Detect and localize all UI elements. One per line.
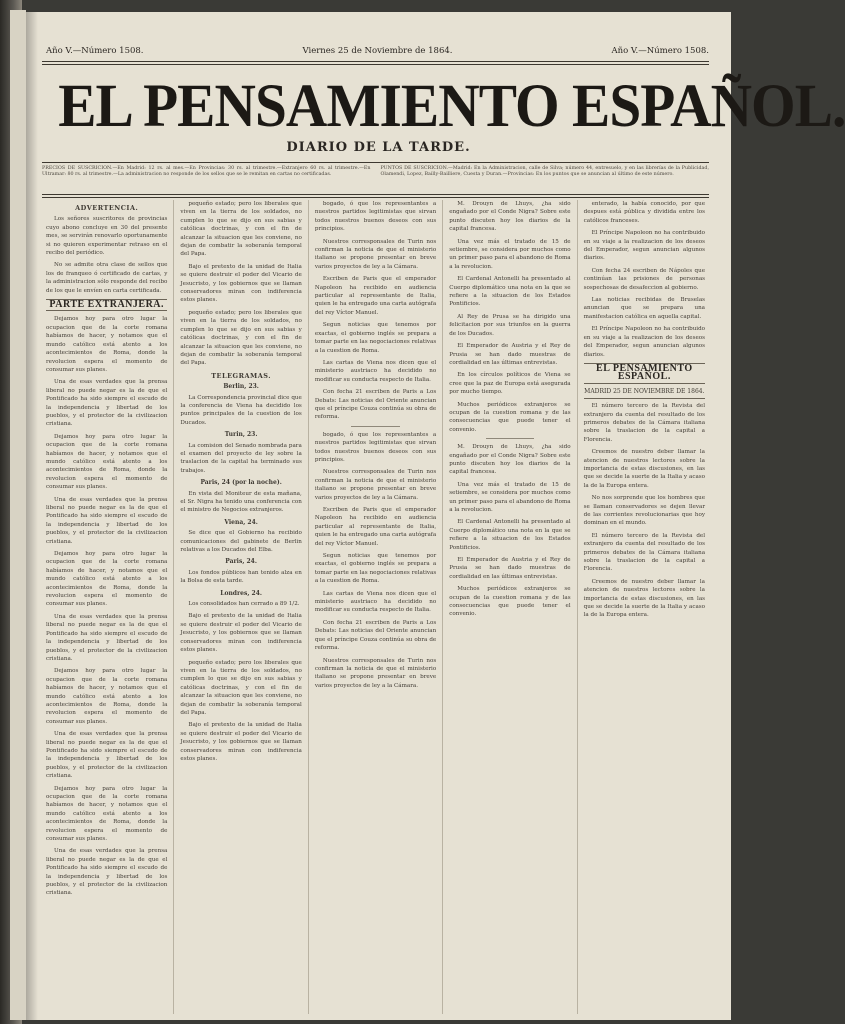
subscription-rule-top [42,162,709,163]
article-paragraph: Muchos periódicos extranjeros se ocupan de la cuestion romana y de las consecuencias que puede tener el convenio. [449,401,571,433]
section-heading-foreign: PARTE EXTRANJERA. [46,299,167,311]
article-paragraph: El Cardenal Antonelli ha presentado al Cuerpo diplomático una nota en la que se refiere a la situacion de los Estados Pontificios. [449,276,571,308]
article-paragraph: El número tercero de la Revista del extranjero da cuenta del resultado de los primeros debates de la Cámara italiana sobre la traslacion de la capital a Florencia. [583,403,706,443]
article-paragraph: Dejamos hoy para otro lugar la ocupacion que de la corte romana habíamos de hacer, y notamos que el mundo católico está atento a los acontecimientos de Roma, donde la revolucion espera el momento de consumar sus planes. [46,785,168,843]
article-paragraph: Muchos periódicos extranjeros se ocupan de la cuestion romana y de las consecuencias que puede tener el convenio. [449,586,571,618]
header-rule-top [42,61,709,62]
article-paragraph: enterado, la había conocido, por que despues está pública y dividida entre los católicos franceses. [583,201,706,224]
article-paragraph: Dejamos hoy para otro lugar la ocupacion que de la corte romana habíamos de hacer, y notamos que el mundo católico está atento a los acontecimientos de Roma, donde la revolucion espera el momento de consumar sus planes. [46,551,168,608]
left-issue-number: Año V.—Número 1508. [46,46,144,56]
article-paragraph: Segun noticias que tenemos por exactas, el gobierno inglés se prepara a tomar parte en las negociaciones relativas a la cuestion de Roma. [314,322,437,354]
article-paragraph: El Príncipe Napoleon no ha contribuido en su viaje a la realizacion de los deseos del Emperador, segun anuncian algunos diarios. [583,230,706,262]
article-paragraph: bogado, ó que los representantes a nuestros partidos legitimistas que sirvan todos nuestros buenos deseos con sus principios. [314,201,437,233]
newspaper-title: EL PENSAMIENTO ESPAÑOL. [58,73,845,140]
article-paragraph: No nos sorprende que los hombres que se llaman conservadores se dejen llevar de las corrientes revolucionarias que hoy dominan en el mundo. [583,495,706,527]
telegram-text: Se dice que el Gobierno ha recibido comunicaciones del gabinete de Berlin relativas a los Ducados del Elba. [180,530,302,554]
advert-paragraph: No se admite otra clase de sellos que los de franqueo ó certificado de cartas, y la administracion sólo responde del recibo de los que le envíen en carta certificada. [46,262,168,294]
article-paragraph: M. Drouyn de Lhuys, ¿ha sido engañado por el Conde Nigra? Sobre este punto discuten hoy los diarios de la capital francesa. [449,201,571,233]
article-paragraph: Con fecha 21 escriben de Paris a Los Debats: Las noticias del Oriente anuncian que el príncipe Couza continúa su obra de reforma. [314,619,437,652]
article-paragraph: Las noticias recibidas de Bruselas anuncian que se prepara una manifestacion católica en aquella capital. [583,297,706,320]
article-paragraph: Dejamos hoy para otro lugar la ocupacion que de la corte romana habíamos de hacer, y notamos que el mundo católico está atento a los acontecimientos de Roma, donde la revolucion espera el momento de consumar sus planes. [46,433,168,491]
header-rule-top-2 [42,64,709,65]
telegram-place: Londres, 24. [220,589,262,597]
telegram-place: Berlin, 23. [223,383,259,391]
telegram-text: Los fondos públicos han tenido alza en la Bolsa de esta tarde. [180,569,302,585]
column-2 [174,200,308,1014]
newspaper-subtitle: DIARIO DE LA TARDE. [286,140,471,155]
article-paragraph: Una de esas verdades que la prensa liberal no puede negar es la de que el Pontificado ha sido siempre el escudo de la independencia y libertad de los pueblos, y el protector de la civilizacion cristiana. [46,496,168,545]
column-1 [40,200,174,1014]
article-paragraph: pequeño estado; pero los liberales que viven en la tierra de los soldados, no cumplen lo que se dijo en sus sabias y católicas doctrinas, y con el fin de alcanzar la situacion que les conviene, no dejan de combatir la soberanía temporal del Papa. [180,201,302,258]
article-paragraph: Con fecha 21 escriben de Paris a Los Debats: Las noticias del Oriente anuncian que el príncipe Couza continúa su obra de reforma. [314,389,437,421]
telegram-place: Paris, 24. [225,558,257,566]
right-issue-number: Año V.—Número 1508. [611,46,709,56]
article-paragraph: Dejamos hoy para otro lugar la ocupacion que de la corte romana habíamos de hacer, y notamos que el mundo católico está atento a los acontecimientos de Roma, donde la revolucion espera el momento de consumar sus planes. [46,316,168,373]
article-paragraph: Nuestros corresponsales de Turin nos confirman la noticia de que el ministerio italiano se propone presentar en breve varios proyectos de ley a la Cámara. [314,238,437,270]
telegram-place: Turin, 23. [224,431,258,439]
column-3 [309,200,443,1014]
article-paragraph: Dejamos hoy para otro lugar la ocupacion que de la corte romana habíamos de hacer, y notamos que el mundo católico está atento a los acontecimientos de Roma, donde la revolucion espera el momento de consumar sus planes. [46,668,168,725]
article-paragraph: Una vez más el tratado de 15 de setiembre, se considera por muchos como un primer paso para el abandono de Roma a la revolucion. [449,238,571,270]
issue-date: Viernes 25 de Noviembre de 1864. [302,46,453,56]
telegram-place: Viena, 24. [224,518,258,526]
article-paragraph: Bajo el pretexto de la unidad de Italia se quiere destruir el poder del Vicario de Jesucristo, y los gobiernos que se llaman conservadores miran con indiferencia estos planes. [180,722,302,762]
subscription-prices: PRECIOS DE SUSCRICION.—En Madrid: 12 rs. al mes.—En Provincias: 30 rs. al trimestre.—Extranjero 60 rs. al trimestre.—En Ultramar: 80 rs. al trimestre.—La administracion no responde de los sellos que se le remitan en cartas no certificadas. [42,166,371,177]
telegram-text: La comision del Senado nombrada para el examen del proyecto de ley sobre la traslacion de la capital ha terminado sus trabajos. [180,442,302,474]
column-separator [351,426,400,427]
article-paragraph: Nuestros corresponsales de Turin nos confirman la noticia de que el ministerio italiano se propone presentar en breve varios proyectos de ley a la Cámara. [314,469,437,501]
article-paragraph: Una de esas verdades que la prensa liberal no puede negar es la de que el Pontificado ha sido siempre el escudo de la independencia y libertad de los pueblos, y el protector de la civilizacion cristiana. [46,379,168,428]
article-paragraph: Una vez más el tratado de 15 de setiembre, se considera por muchos como un primer paso para el abandono de Roma a la revolucion. [449,481,571,513]
article-paragraph: Creemos de nuestro deber llamar la atencion de nuestros lectores sobre la importancia de estas discusiones, en las que se decide la suerte de la Italia y acaso la de la Europa entera. [583,578,706,619]
article-paragraph: El Emperador de Austria y el Rey de Prusia se han dado muestras de cordialidad en las últimas entrevistas. [449,343,571,366]
article-paragraph: El Emperador de Austria y el Rey de Prusia se han dado muestras de cordialidad en las últimas entrevistas. [449,557,571,580]
gutter-shadow [26,12,38,1020]
article-paragraph: Una de esas verdades que la prensa liberal no puede negar es la de que el Pontificado ha sido siempre el escudo de la independencia y libertad de los pueblos, y el protector de la civilizacion cristiana. [46,731,168,780]
article-paragraph: El número tercero de la Revista del extranjero da cuenta del resultado de los primeros debates de la Cámara italiana sobre la traslacion de la capital a Florencia. [583,532,706,573]
column-separator [486,438,535,439]
article-paragraph: Creemos de nuestro deber llamar la atencion de nuestros lectores sobre la importancia de estas discusiones, en las que se decide la suerte de la Italia y acaso la de la Europa entera. [583,449,706,489]
advert-paragraph: Los señores suscritores de provincias cuyo abono concluye en 30 del presente mes, se servirán renovarlo oportunamente si no quieren experimentar retraso en el recibo del periódico. [46,216,168,257]
article-paragraph: Con fecha 24 escriben de Nápoles que continúan las prisiones de personas sospechosas de desafeccion al gobierno. [583,267,706,291]
facing-page-edge [10,10,26,1020]
issue-header [46,46,709,56]
article-paragraph: M. Drouyn de Lhuys, ¿ha sido engañado por el Conde Nigra? Sobre este punto discuten hoy los diarios de la capital francesa. [449,444,571,476]
advert-heading: ADVERTENCIA. [75,204,139,212]
newspaper-page [26,12,845,1020]
telegram-place: Paris, 24 (por la noche). [200,479,282,487]
editorial-dateline: MADRID 25 DE NOVIEMBRE DE 1864. [584,388,705,399]
article-columns [40,200,711,1014]
article-paragraph: Escriben de Paris que el emperador Napoleon ha recibido en audiencia particular al representante de Italia, quien le ha entregado una carta autógrafa del rey Víctor Manuel. [314,507,437,547]
article-paragraph: Segun noticias que tenemos por exactas, el gobierno inglés se prepara a tomar parte en las negociaciones relativas a la cuestion de Roma. [314,553,437,585]
article-paragraph: Nuestros corresponsales de Turin nos confirman la noticia de que el ministerio italiano se propone presentar en breve varios proyectos de ley a la Cámara. [314,657,437,689]
article-paragraph: pequeño estado; pero los liberales que viven en la tierra de los soldados, no cumplen lo que se dijo en sus sabias y católicas doctrinas, y con el fin de alcanzar la situacion que les conviene, no dejan de combatir la soberanía temporal del Papa. [180,659,302,716]
article-paragraph: Una de esas verdades que la prensa liberal no puede negar es la de que el Pontificado ha sido siempre el escudo de la independencia y libertad de los pueblos, y el protector de la civilizacion cristiana. [46,848,168,897]
article-paragraph: Una de esas verdades que la prensa liberal no puede negar es la de que el Pontificado ha sido siempre el escudo de la independencia y libertad de los pueblos, y el protector de la civilizacion cristiana. [46,613,168,662]
article-paragraph: Las cartas de Viena nos dicen que el ministerio austriaco ha decidido no modificar su conducta respecto de Italia. [314,359,437,383]
column-5 [578,200,711,1014]
article-paragraph: Las cartas de Viena nos dicen que el ministerio austriaco ha decidido no modificar su conducta respecto de Italia. [314,590,437,614]
telegram-text: Los consolidados han cerrado a 89 1/2. [188,601,300,608]
article-paragraph: Al Rey de Prusa se ha dirigido una felicitacion por sus triunfos en la guerra de los Ducados. [449,313,571,337]
article-paragraph: En los círculos políticos de Viena se cree que la paz de Europa está asegurada por mucho tiempo. [449,372,571,396]
article-paragraph: El Cardenal Antonelli ha presentado al Cuerpo diplomático una nota en la que se refiere a la situacion de los Estados Pontificios. [449,519,571,551]
article-paragraph: pequeño estado; pero los liberales que viven en la tierra de los soldados, no cumplen lo que se dijo en sus sabias y católicas doctrinas, y con el fin de alcanzar la situacion que les conviene, no dejan de combatir la soberanía temporal del Papa. [180,309,302,367]
subscription-rule-bottom [42,194,709,195]
column-4 [443,200,577,1014]
article-paragraph: Escriben de Paris que el emperador Napoleon ha recibido en audiencia particular al representante de Italia, quien le ha entregado una carta autógrafa del rey Víctor Manuel. [314,276,437,316]
section-heading-editorial: EL PENSAMIENTO ESPAÑOL. [584,363,705,384]
telegrams-heading: TELEGRAMAS. [211,371,271,380]
article-paragraph: Bajo el pretexto de la unidad de Italia se quiere destruir el poder del Vicario de Jesucristo, y los gobiernos que se llaman conservadores miran con indiferencia estos planes. [180,263,302,304]
subscription-points: PUNTOS DE SUSCRICION.—Madrid: En la Administracion, calle de Silva; número 44, entresuelo, y en las librerías de la Publicidad, Olamendi, Lopez, Bailly-Bailliere, Cuesta y Duran.—Provincias: En los puntos que se anuncian al último de este número. [380,166,709,177]
article-paragraph: bogado, ó que los representantes a nuestros partidos legitimistas que sirvan todos nuestros buenos deseos con sus principios. [314,431,437,463]
subscription-rule-bottom-2 [42,197,709,198]
article-paragraph: El Príncipe Napoleon no ha contribuido en su viaje a la realizacion de los deseos del Emperador, segun anuncian algunos diarios. [583,326,706,358]
subscription-info [42,166,709,192]
article-paragraph: Bajo el pretexto de la unidad de Italia se quiere destruir el poder del Vicario de Jesucristo, y los gobiernos que se llaman conservadores miran con indiferencia estos planes. [180,613,302,654]
telegram-text: La Correspondencia provincial dice que la conferencia de Viena ha decidido los puntos principales de la cuestion de los Ducados. [180,394,302,426]
telegram-text: En vista del Moniteur de esta mañana, el Sr. Nigra ha tenido una conferencia con el ministro de Negocios extranjeros. [180,490,302,514]
